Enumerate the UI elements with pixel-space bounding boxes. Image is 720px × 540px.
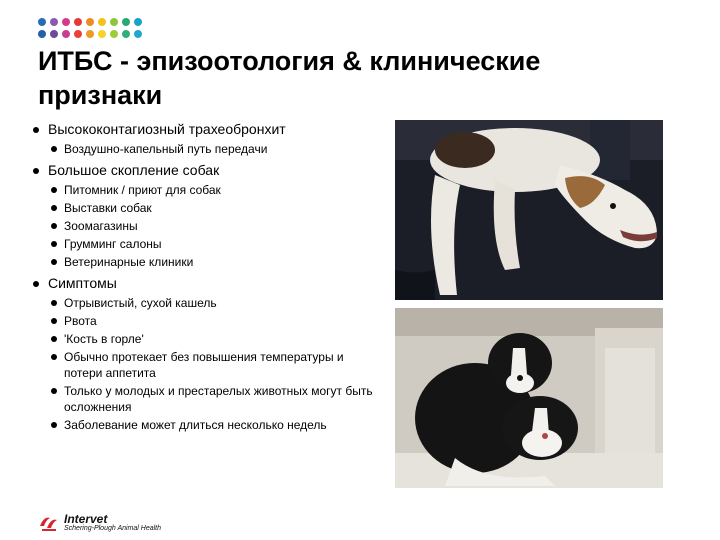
sub-bullet-item: 'Кость в горле' xyxy=(30,331,375,347)
logo-dot xyxy=(110,18,118,26)
logo-dot xyxy=(86,18,94,26)
bullet-item: Большое скопление собак xyxy=(30,161,375,180)
sub-bullet-item: Обычно протекает без повышения температуры и потери аппетита xyxy=(30,349,375,381)
bullet-list xyxy=(30,120,375,437)
bullet-item: Симптомы xyxy=(30,274,375,293)
logo-dot xyxy=(38,18,46,26)
logo-dot xyxy=(122,18,130,26)
sub-bullet-item: Зоомагазины xyxy=(30,218,375,234)
logo-dot xyxy=(62,18,70,26)
sub-bullet-item: Питомник / приют для собак xyxy=(30,182,375,198)
intervet-logo-icon xyxy=(38,512,60,532)
logo-dot xyxy=(110,30,118,38)
title-main: ИТБС xyxy=(38,46,113,76)
logo-dot xyxy=(50,18,58,26)
sub-bullet-item: Воздушно-капельный путь передачи xyxy=(30,141,375,157)
logo-dot xyxy=(98,18,106,26)
sub-bullet-item: Рвота xyxy=(30,313,375,329)
sub-bullet-item: Отрывистый, сухой кашель xyxy=(30,295,375,311)
logo-dot xyxy=(134,18,142,26)
logo-dot xyxy=(86,30,94,38)
title-rest: - эпизоотология & клинические признаки xyxy=(38,46,541,110)
logo-dot xyxy=(134,30,142,38)
logo-dot xyxy=(74,30,82,38)
puppies-photo xyxy=(395,308,663,488)
logo-brand: Intervet xyxy=(64,512,108,526)
sub-bullet-item: Грумминг салоны xyxy=(30,236,375,252)
intervet-logo xyxy=(38,512,198,534)
logo-subtitle: Schering-Plough Animal Health xyxy=(64,525,162,532)
coughing-dog-photo xyxy=(395,120,663,300)
sub-bullet-item: Только у молодых и престарелых животных могут быть осложнения xyxy=(30,383,375,415)
sub-bullet-item: Ветеринарные клиники xyxy=(30,254,375,270)
logo-dot xyxy=(74,18,82,26)
logo-dot xyxy=(38,30,46,38)
logo-dot xyxy=(98,30,106,38)
sub-bullet-item: Заболевание может длиться несколько недель xyxy=(30,417,375,433)
bullet-gap xyxy=(30,435,375,437)
logo-dot xyxy=(50,30,58,38)
bullet-item: Высококонтагиозный трахеобронхит xyxy=(30,120,375,139)
logo-dot xyxy=(62,30,70,38)
logo-dot xyxy=(122,30,130,38)
sub-bullet-item: Выставки собак xyxy=(30,200,375,216)
page-title xyxy=(38,44,598,112)
dot-grid-logo xyxy=(38,18,148,42)
